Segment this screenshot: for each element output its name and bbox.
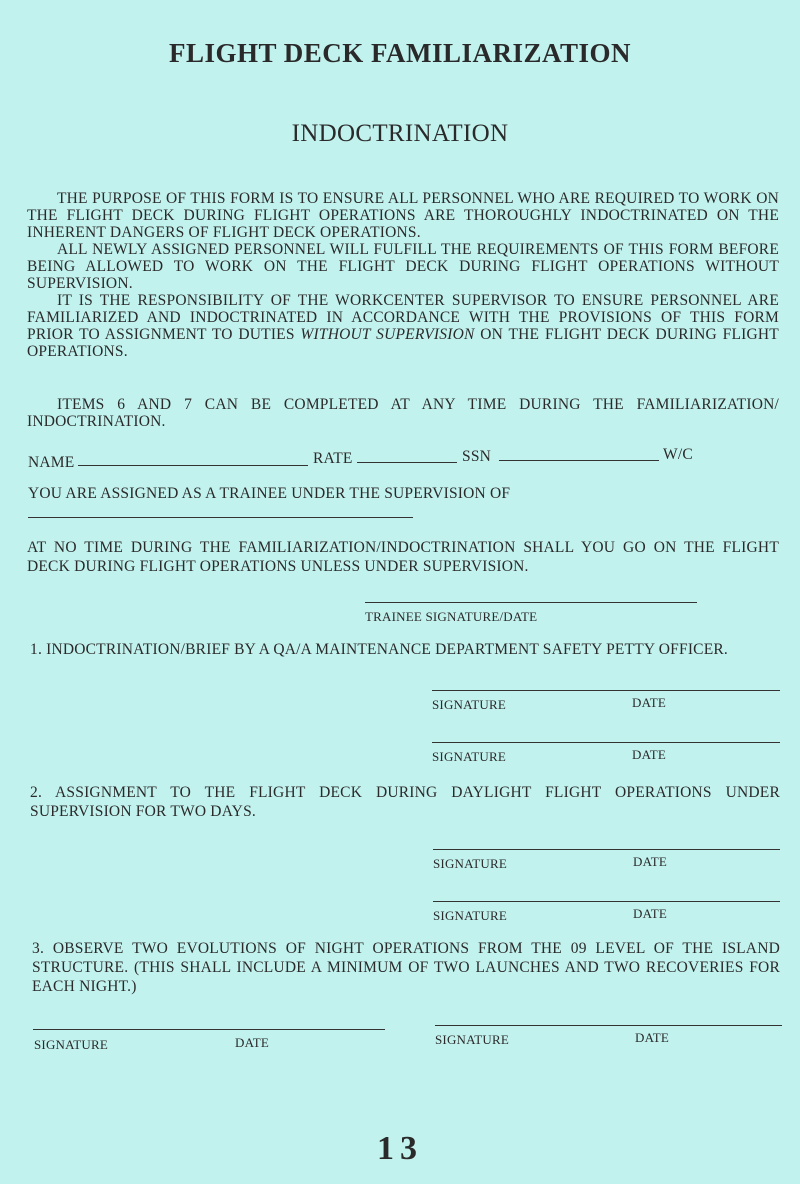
signature-label: SIGNATURE xyxy=(432,697,507,712)
date-label: DATE xyxy=(633,854,668,869)
intro-p3-before: IT IS THE RESPONSIBILITY OF THE WORKCENTER SUPERVISOR TO ENSURE PERSONNEL ARE FAMILIARIZED AND INDOCTRINATED IN ACCORDANCE WITH THE PROVISIONS OF THIS FORM PRIOR TO ASSIGNMENT TO DUTIES xyxy=(27,292,779,343)
ssn-field[interactable] xyxy=(499,460,659,461)
intro-paragraph-responsibility xyxy=(27,292,779,360)
item-2-block xyxy=(30,783,780,821)
item-3-signature-line-right[interactable] xyxy=(435,1025,782,1026)
date-label: DATE xyxy=(632,695,667,710)
supervisor-name-field[interactable] xyxy=(28,517,413,518)
wc-label: W/C xyxy=(663,446,693,463)
signature-label: SIGNATURE xyxy=(435,1032,510,1047)
rate-field[interactable] xyxy=(357,462,457,463)
trainee-assignment-text: YOU ARE ASSIGNED AS A TRAINEE UNDER THE SUPERVISION OF xyxy=(28,485,511,502)
item-2-signature-line-2[interactable] xyxy=(433,901,780,902)
page-number: 13 xyxy=(377,1130,423,1167)
intro-block xyxy=(27,190,779,360)
item-3-block xyxy=(32,939,780,996)
intro-paragraph-purpose: THE PURPOSE OF THIS FORM IS TO ENSURE ALL PERSONNEL WHO ARE REQUIRED TO WORK ON THE FLIGHT DECK DURING FLIGHT OPERATIONS ARE THOROUGHLY INDOCTRINATED ON THE INHERENT DANGERS OF FLIGHT DECK OPERATIONS. xyxy=(27,190,779,241)
item-1-text: 1. INDOCTRINATION/BRIEF BY A QA/A MAINTENANCE DEPARTMENT SAFETY PETTY OFFICER. xyxy=(30,641,729,658)
name-field[interactable] xyxy=(78,465,308,466)
date-label: DATE xyxy=(632,747,667,762)
name-label: NAME xyxy=(28,454,75,471)
rate-label: RATE xyxy=(313,450,353,467)
form-title: FLIGHT DECK FAMILIARIZATION xyxy=(168,38,632,68)
date-label: DATE xyxy=(633,906,668,921)
trainee-signature-field[interactable] xyxy=(365,602,697,603)
item-2-signature-line-1[interactable] xyxy=(433,849,780,850)
intro-p3-emphasis: WITHOUT SUPERVISION xyxy=(300,326,475,343)
signature-label: SIGNATURE xyxy=(34,1037,109,1052)
warning-block xyxy=(27,538,779,576)
item-3-text: 3. OBSERVE TWO EVOLUTIONS OF NIGHT OPERATIONS FROM THE 09 LEVEL OF THE ISLAND STRUCTURE. (THIS SHALL INCLUDE A MINIMUM OF TWO LAUNCHES AND TWO RECOVERIES FOR EACH NIGHT.) xyxy=(32,940,780,995)
items-note-block xyxy=(27,396,779,430)
signature-label: SIGNATURE xyxy=(433,908,508,923)
item-3-signature-line-left[interactable] xyxy=(33,1029,385,1030)
ssn-label: SSN xyxy=(462,448,492,465)
date-label: DATE xyxy=(635,1030,670,1045)
intro-paragraph-new-personnel: ALL NEWLY ASSIGNED PERSONNEL WILL FULFILL THE REQUIREMENTS OF THIS FORM BEFORE BEING ALLOWED TO WORK ON THE FLIGHT DECK DURING FLIGHT OPERATIONS WITHOUT SUPERVISION. xyxy=(27,241,779,292)
trainee-signature-label: TRAINEE SIGNATURE/DATE xyxy=(365,609,538,624)
items-note: ITEMS 6 AND 7 CAN BE COMPLETED AT ANY TIME DURING THE FAMILIARIZATION/ INDOCTRINATION. xyxy=(27,396,779,430)
item-1-signature-line-1[interactable] xyxy=(432,690,780,691)
item-1-signature-line-2[interactable] xyxy=(432,742,780,743)
form-subtitle: INDOCTRINATION xyxy=(291,120,509,147)
supervision-warning: AT NO TIME DURING THE FAMILIARIZATION/INDOCTRINATION SHALL YOU GO ON THE FLIGHT DECK DURING FLIGHT OPERATIONS UNLESS UNDER SUPERVISION. xyxy=(27,539,779,575)
intro-p3-after: ON THE FLIGHT DECK DURING FLIGHT OPERATIONS. xyxy=(27,326,779,360)
signature-label: SIGNATURE xyxy=(432,749,507,764)
signature-label: SIGNATURE xyxy=(433,856,508,871)
date-label: DATE xyxy=(235,1035,270,1050)
item-2-text: 2. ASSIGNMENT TO THE FLIGHT DECK DURING DAYLIGHT FLIGHT OPERATIONS UNDER SUPERVISION FOR TWO DAYS. xyxy=(30,784,780,820)
